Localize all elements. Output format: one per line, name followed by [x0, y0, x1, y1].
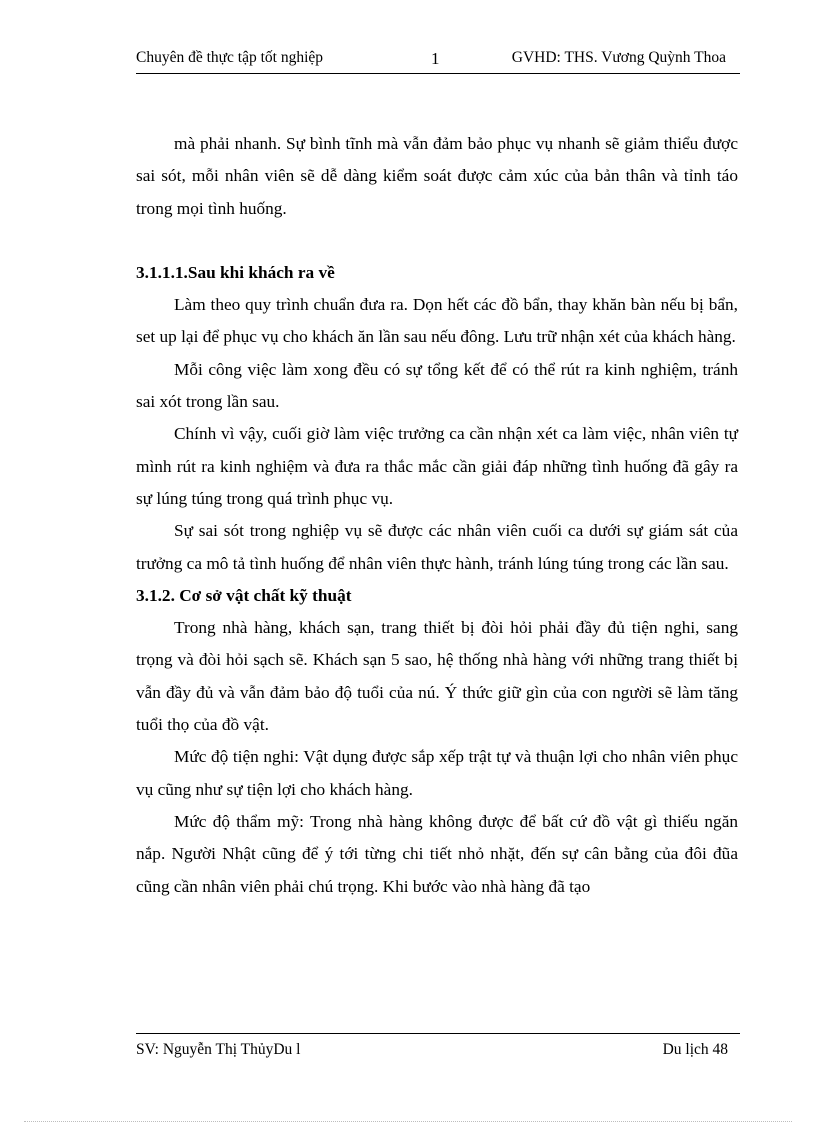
header-divider [136, 73, 740, 74]
footer-divider [136, 1033, 740, 1034]
paragraph: Sự sai sót trong nghiệp vụ sẽ được các nhân viên cuối ca dưới sự giám sát của trưởng ca mô tả tình huống để nhân viên thực hành, tránh lúng túng trong các lần sau. [136, 521, 738, 573]
paragraph: Làm theo quy trình chuẩn đưa ra. Dọn hết các đồ bẩn, thay khăn bàn nếu bị bẩn, set up lại để phục vụ cho khách ăn lần sau nếu đông. Lưu trữ nhận xét của khách hàng. [136, 295, 738, 347]
section-heading: 3.1.2. Cơ sở vật chất kỹ thuật [136, 585, 352, 605]
header-supervisor: GVHD: THS. Vương Quỳnh Thoa [511, 49, 726, 66]
footer-class: Du lịch 48 [662, 1041, 728, 1058]
paragraph: mà phải nhanh. Sự bình tĩnh mà vẫn đảm bảo phục vụ nhanh sẽ giảm thiểu được sai sót, mỗi nhân viên sẽ dễ dàng kiểm soát được cảm xúc của bản thân và tỉnh táo trong mọi tình huống. [136, 134, 738, 218]
page-number: 1 [431, 49, 440, 68]
page-body [136, 128, 738, 903]
paragraph: Mức độ tiện nghi: Vật dụng được sắp xếp trật tự và thuận lợi cho nhân viên phục vụ cũng như sự tiện lợi cho khách hàng. [136, 747, 738, 799]
page-header [136, 49, 740, 73]
paragraph: Mức độ thẩm mỹ: Trong nhà hàng không được để bất cứ đồ vật gì thiếu ngăn nắp. Người Nhật cũng để ý tới từng chi tiết nhỏ nhặt, đến sự cân bằng của đôi đũa cũng cần nhân viên phải chú trọng. Khi bước vào nhà hàng đã tạo [136, 811, 738, 896]
footer-student: SV: Nguyễn Thị ThủyDu l [136, 1041, 301, 1058]
paragraph: Trong nhà hàng, khách sạn, trang thiết bị đòi hỏi phải đầy đủ tiện nghi, sang trọng và đòi hỏi sạch sẽ. Khách sạn 5 sao, hệ thống nhà hàng với những trang thiết bị vẫn đầy đủ và vẫn đảm bảo độ tuổi của nú. Ý thức giữ gìn của con người sẽ làm tăng tuổi thọ của đồ vật. [136, 618, 738, 735]
page-edge-dotted-line [24, 1121, 792, 1122]
spacer [136, 225, 738, 257]
section-heading: 3.1.1.1.Sau khi khách ra về [136, 262, 335, 282]
header-title: Chuyên đề thực tập tốt nghiệp [136, 49, 324, 66]
paragraph: Chính vì vậy, cuối giờ làm việc trưởng ca cần nhận xét ca làm việc, nhân viên tự mình rút ra kinh nghiệm và đưa ra thắc mắc cần giải đáp những tình huống đã gây ra sự lúng túng trong quá trình phục vụ. [136, 424, 738, 508]
paragraph: Mỗi công việc làm xong đều có sự tổng kết để có thể rút ra kinh nghiệm, tránh sai xót trong lần sau. [136, 359, 738, 412]
